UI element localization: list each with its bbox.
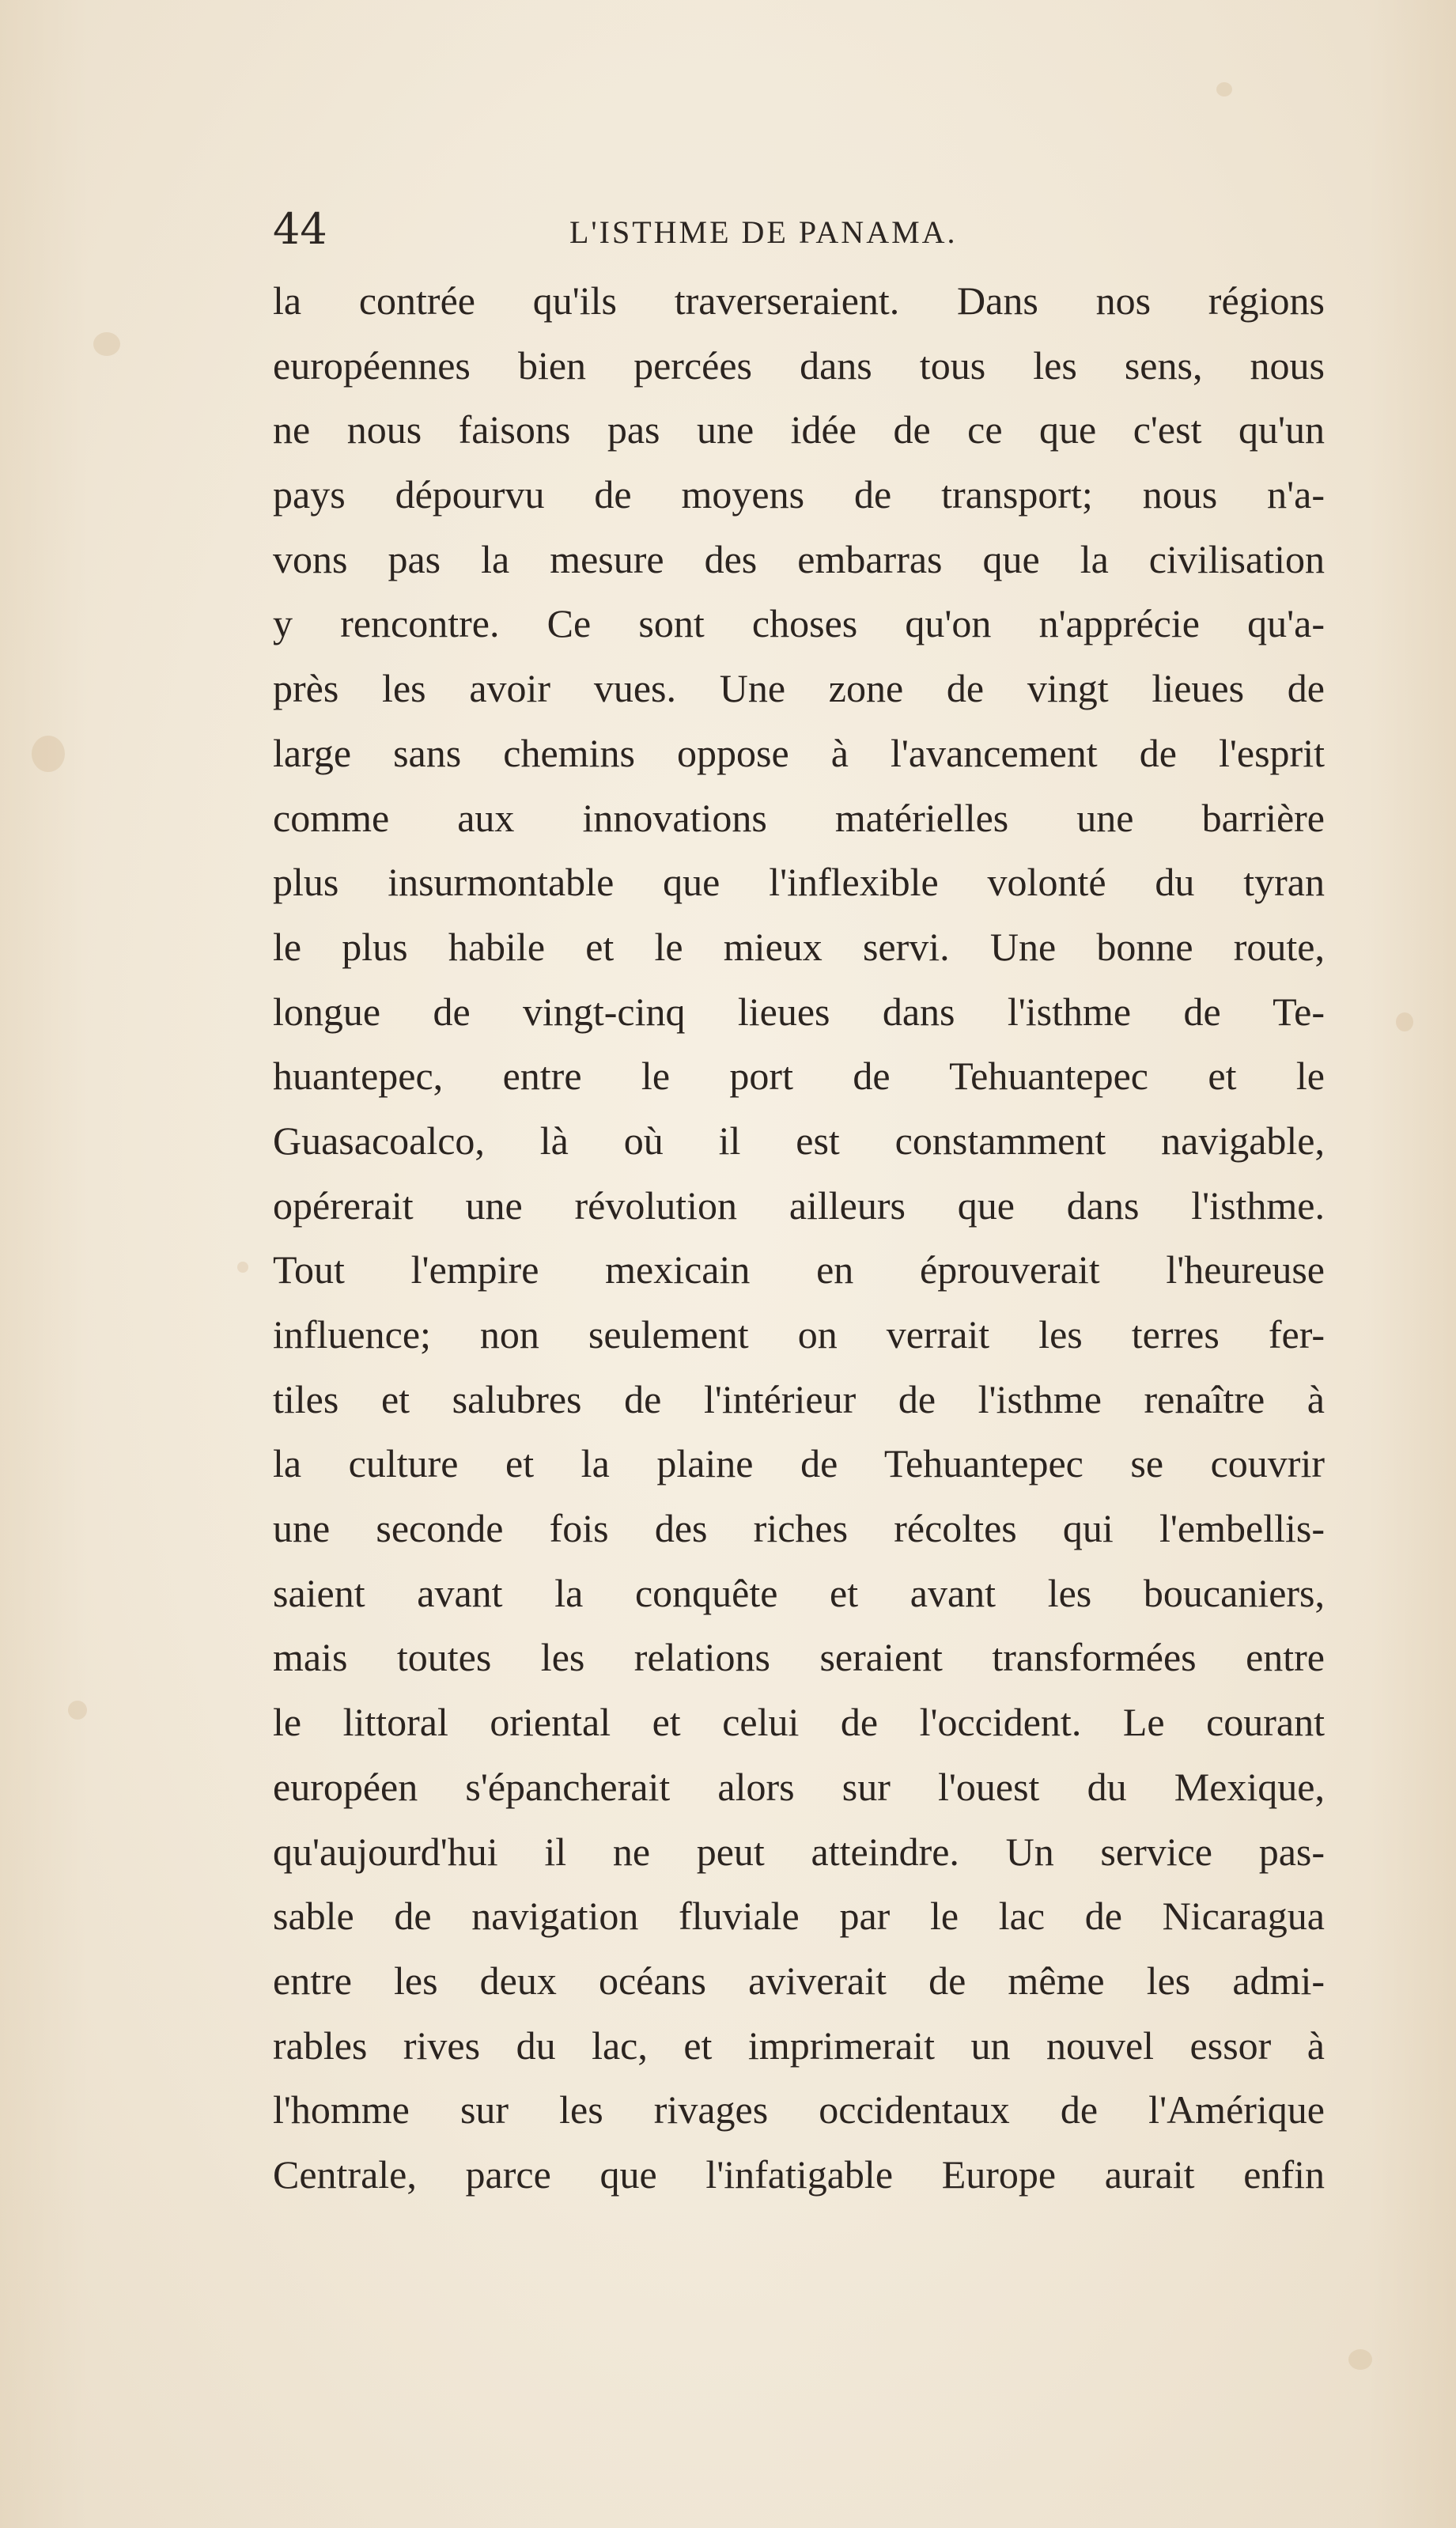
text-line: huantepec, entre le port de Tehuantepec et le	[273, 1054, 1325, 1099]
text-line: Centrale, parce que l'infatigable Europe aurait enfin	[273, 2151, 1325, 2197]
text-line: le plus habile et le mieux servi. Une bonne route,	[273, 924, 1325, 969]
text-line: tiles et salubres de l'intérieur de l'isthme renaître à	[273, 1376, 1325, 1421]
text-line: européen s'épancherait alors sur l'ouest du Mexique,	[273, 1764, 1325, 1809]
text-line: la contrée qu'ils traverseraient. Dans nos régions	[273, 278, 1325, 323]
text-line: saient avant la conquête et avant les boucaniers,	[273, 1570, 1325, 1615]
text-line: Tout l'empire mexicain en éprouverait l'heureuse	[273, 1247, 1325, 1292]
page-number: 44	[273, 204, 327, 254]
text-line: sable de navigation fluviale par le lac de Nicaragua	[273, 1894, 1325, 1939]
paper-stain	[1216, 82, 1232, 97]
text-line: comme aux innovations matérielles une barrière	[273, 795, 1325, 840]
running-head: L'ISTHME DE PANAMA.	[569, 214, 958, 250]
text-line: rables rives du lac, et imprimerait un nouvel essor à	[273, 2023, 1325, 2068]
paper-stain	[237, 1262, 248, 1273]
paper-stain	[93, 332, 120, 356]
text-line: longue de vingt-cinq lieues dans l'isthme de Te-	[273, 989, 1325, 1034]
text-line: mais toutes les relations seraient transformées entre	[273, 1635, 1325, 1680]
text-line: y rencontre. Ce sont choses qu'on n'apprécie qu'a-	[273, 601, 1325, 646]
text-line: près les avoir vues. Une zone de vingt lieues de	[273, 666, 1325, 711]
text-line: le littoral oriental et celui de l'occident. Le courant	[273, 1700, 1325, 1745]
text-line: plus insurmontable que l'inflexible volonté du tyran	[273, 860, 1325, 905]
paper-stain	[68, 1701, 87, 1720]
text-line: opérerait une révolution ailleurs que dans l'isthme.	[273, 1183, 1325, 1228]
text-line: ne nous faisons pas une idée de ce que c'est qu'un	[273, 407, 1325, 452]
text-line: vons pas la mesure des embarras que la civilisation	[273, 536, 1325, 581]
text-line: influence; non seulement on verrait les terres fer-	[273, 1312, 1325, 1357]
body-text	[273, 269, 1325, 2208]
paper-stain	[1348, 2349, 1372, 2370]
text-line: la culture et la plaine de Tehuantepec se couvrir	[273, 1441, 1325, 1486]
paper-stain	[1396, 1012, 1413, 1031]
text-line: l'homme sur les rivages occidentaux de l'Amérique	[273, 2087, 1325, 2133]
text-line: large sans chemins oppose à l'avancement de l'esprit	[273, 730, 1325, 775]
text-line: entre les deux océans aviverait de même les admi-	[273, 1958, 1325, 2003]
text-line: Guasacoalco, là où il est constamment navigable,	[273, 1118, 1325, 1163]
text-line: pays dépourvu de moyens de transport; nous n'a-	[273, 472, 1325, 517]
text-line: qu'aujourd'hui il ne peut atteindre. Un service pas-	[273, 1829, 1325, 1874]
text-line: une seconde fois des riches récoltes qui l'embellis-	[273, 1506, 1325, 1551]
text-line: européennes bien percées dans tous les sens, nous	[273, 342, 1325, 388]
page-header	[273, 204, 1325, 267]
paper-stain	[32, 736, 65, 772]
